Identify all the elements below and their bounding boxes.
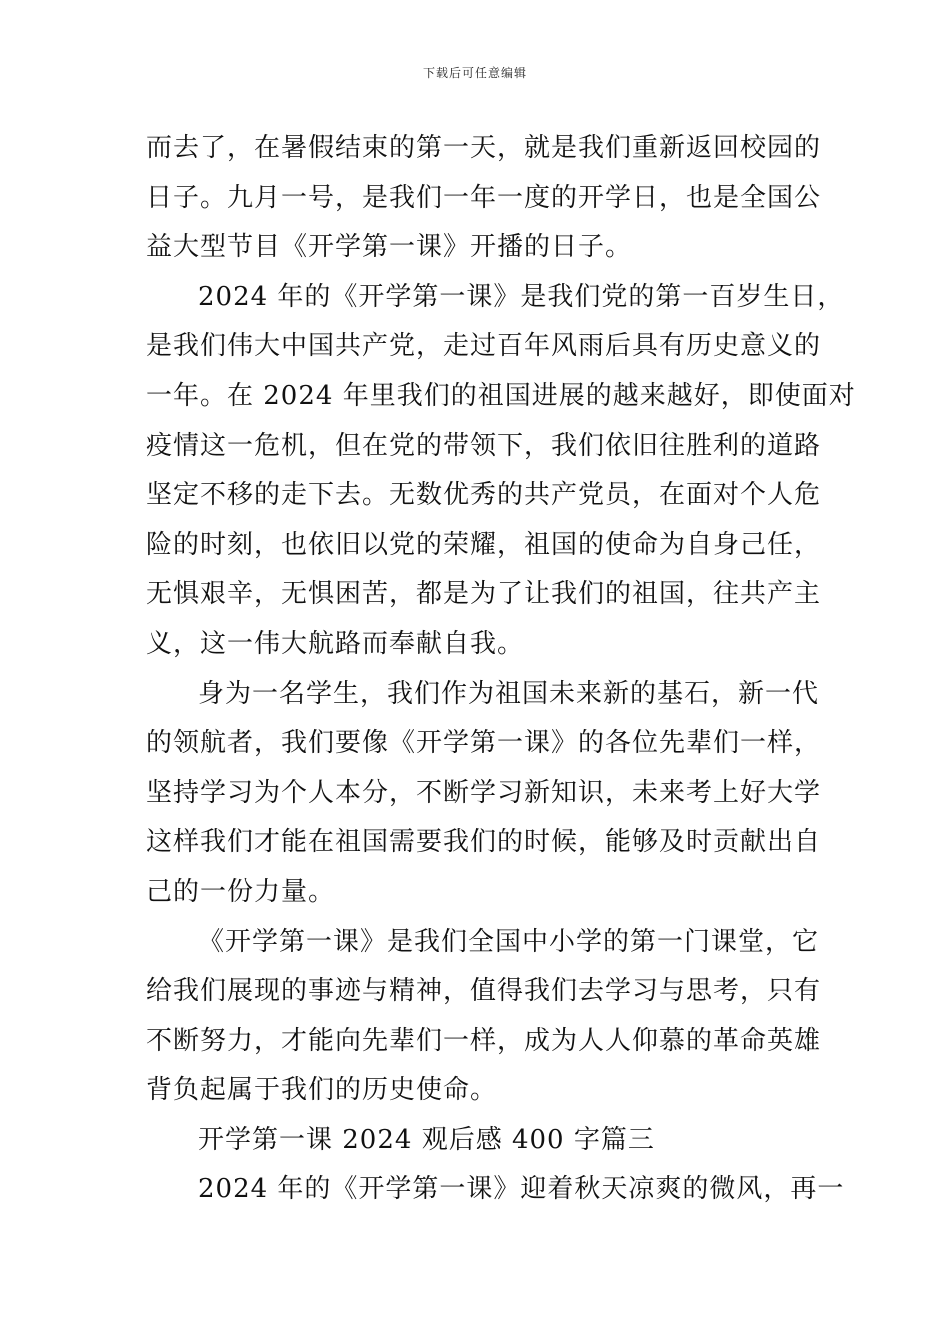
text-line-9: 险的时刻，也依旧以党的荣耀，祖国的使命为自身己任， bbox=[146, 529, 822, 560]
text-line-12: 身为一名学生，我们作为祖国未来新的基石，新一代 bbox=[198, 678, 820, 709]
text-line-8: 坚定不移的走下去。无数优秀的共产党员，在面对个人危 bbox=[146, 480, 822, 511]
text-line-13: 的领航者，我们要像《开学第一课》的各位先辈们一样， bbox=[146, 728, 822, 759]
section-heading: 开学第一课 2024 观后感 400 字篇三 bbox=[198, 1124, 655, 1155]
text-line-7: 疫情这一危机，但在党的带领下，我们依旧往胜利的道路 bbox=[146, 430, 822, 461]
text-line-6: 一年。在 2024 年里我们的祖国进展的越来越好，即使面对 bbox=[146, 380, 856, 411]
page-header: 下载后可任意编辑 bbox=[422, 66, 527, 80]
text-line-11: 义，这一伟大航路而奉献自我。 bbox=[146, 628, 525, 659]
text-line-3: 益大型节目《开学第一课》开播的日子。 bbox=[146, 232, 633, 263]
text-line-18: 给我们展现的事迹与精神，值得我们去学习与思考，只有 bbox=[146, 976, 822, 1007]
text-line-22: 2024 年的《开学第一课》迎着秋天凉爽的微风，再一 bbox=[198, 1174, 845, 1205]
text-line-2: 日子。九月一号，是我们一年一度的开学日，也是全国公 bbox=[146, 182, 822, 213]
text-line-17: 《开学第一课》是我们全国中小学的第一门课堂，它 bbox=[198, 926, 820, 957]
text-line-16: 己的一份力量。 bbox=[146, 876, 336, 907]
text-line-19: 不断努力，才能向先辈们一样，成为人人仰慕的革命英雄 bbox=[146, 1025, 822, 1056]
text-line-4: 2024 年的《开学第一课》是我们党的第一百岁生日， bbox=[198, 281, 845, 312]
document-body bbox=[146, 124, 856, 1215]
text-line-5: 是我们伟大中国共产党，走过百年风雨后具有历史意义的 bbox=[146, 331, 822, 362]
text-line-15: 这样我们才能在祖国需要我们的时候，能够及时贡献出自 bbox=[146, 827, 822, 858]
text-line-10: 无惧艰辛，无惧困苦，都是为了让我们的祖国，往共产主 bbox=[146, 579, 822, 610]
text-line-20: 背负起属于我们的历史使命。 bbox=[146, 1075, 498, 1106]
text-line-14: 坚持学习为个人本分，不断学习新知识，未来考上好大学 bbox=[146, 777, 822, 808]
text-line-1: 而去了，在暑假结束的第一天，就是我们重新返回校园的 bbox=[146, 133, 822, 163]
